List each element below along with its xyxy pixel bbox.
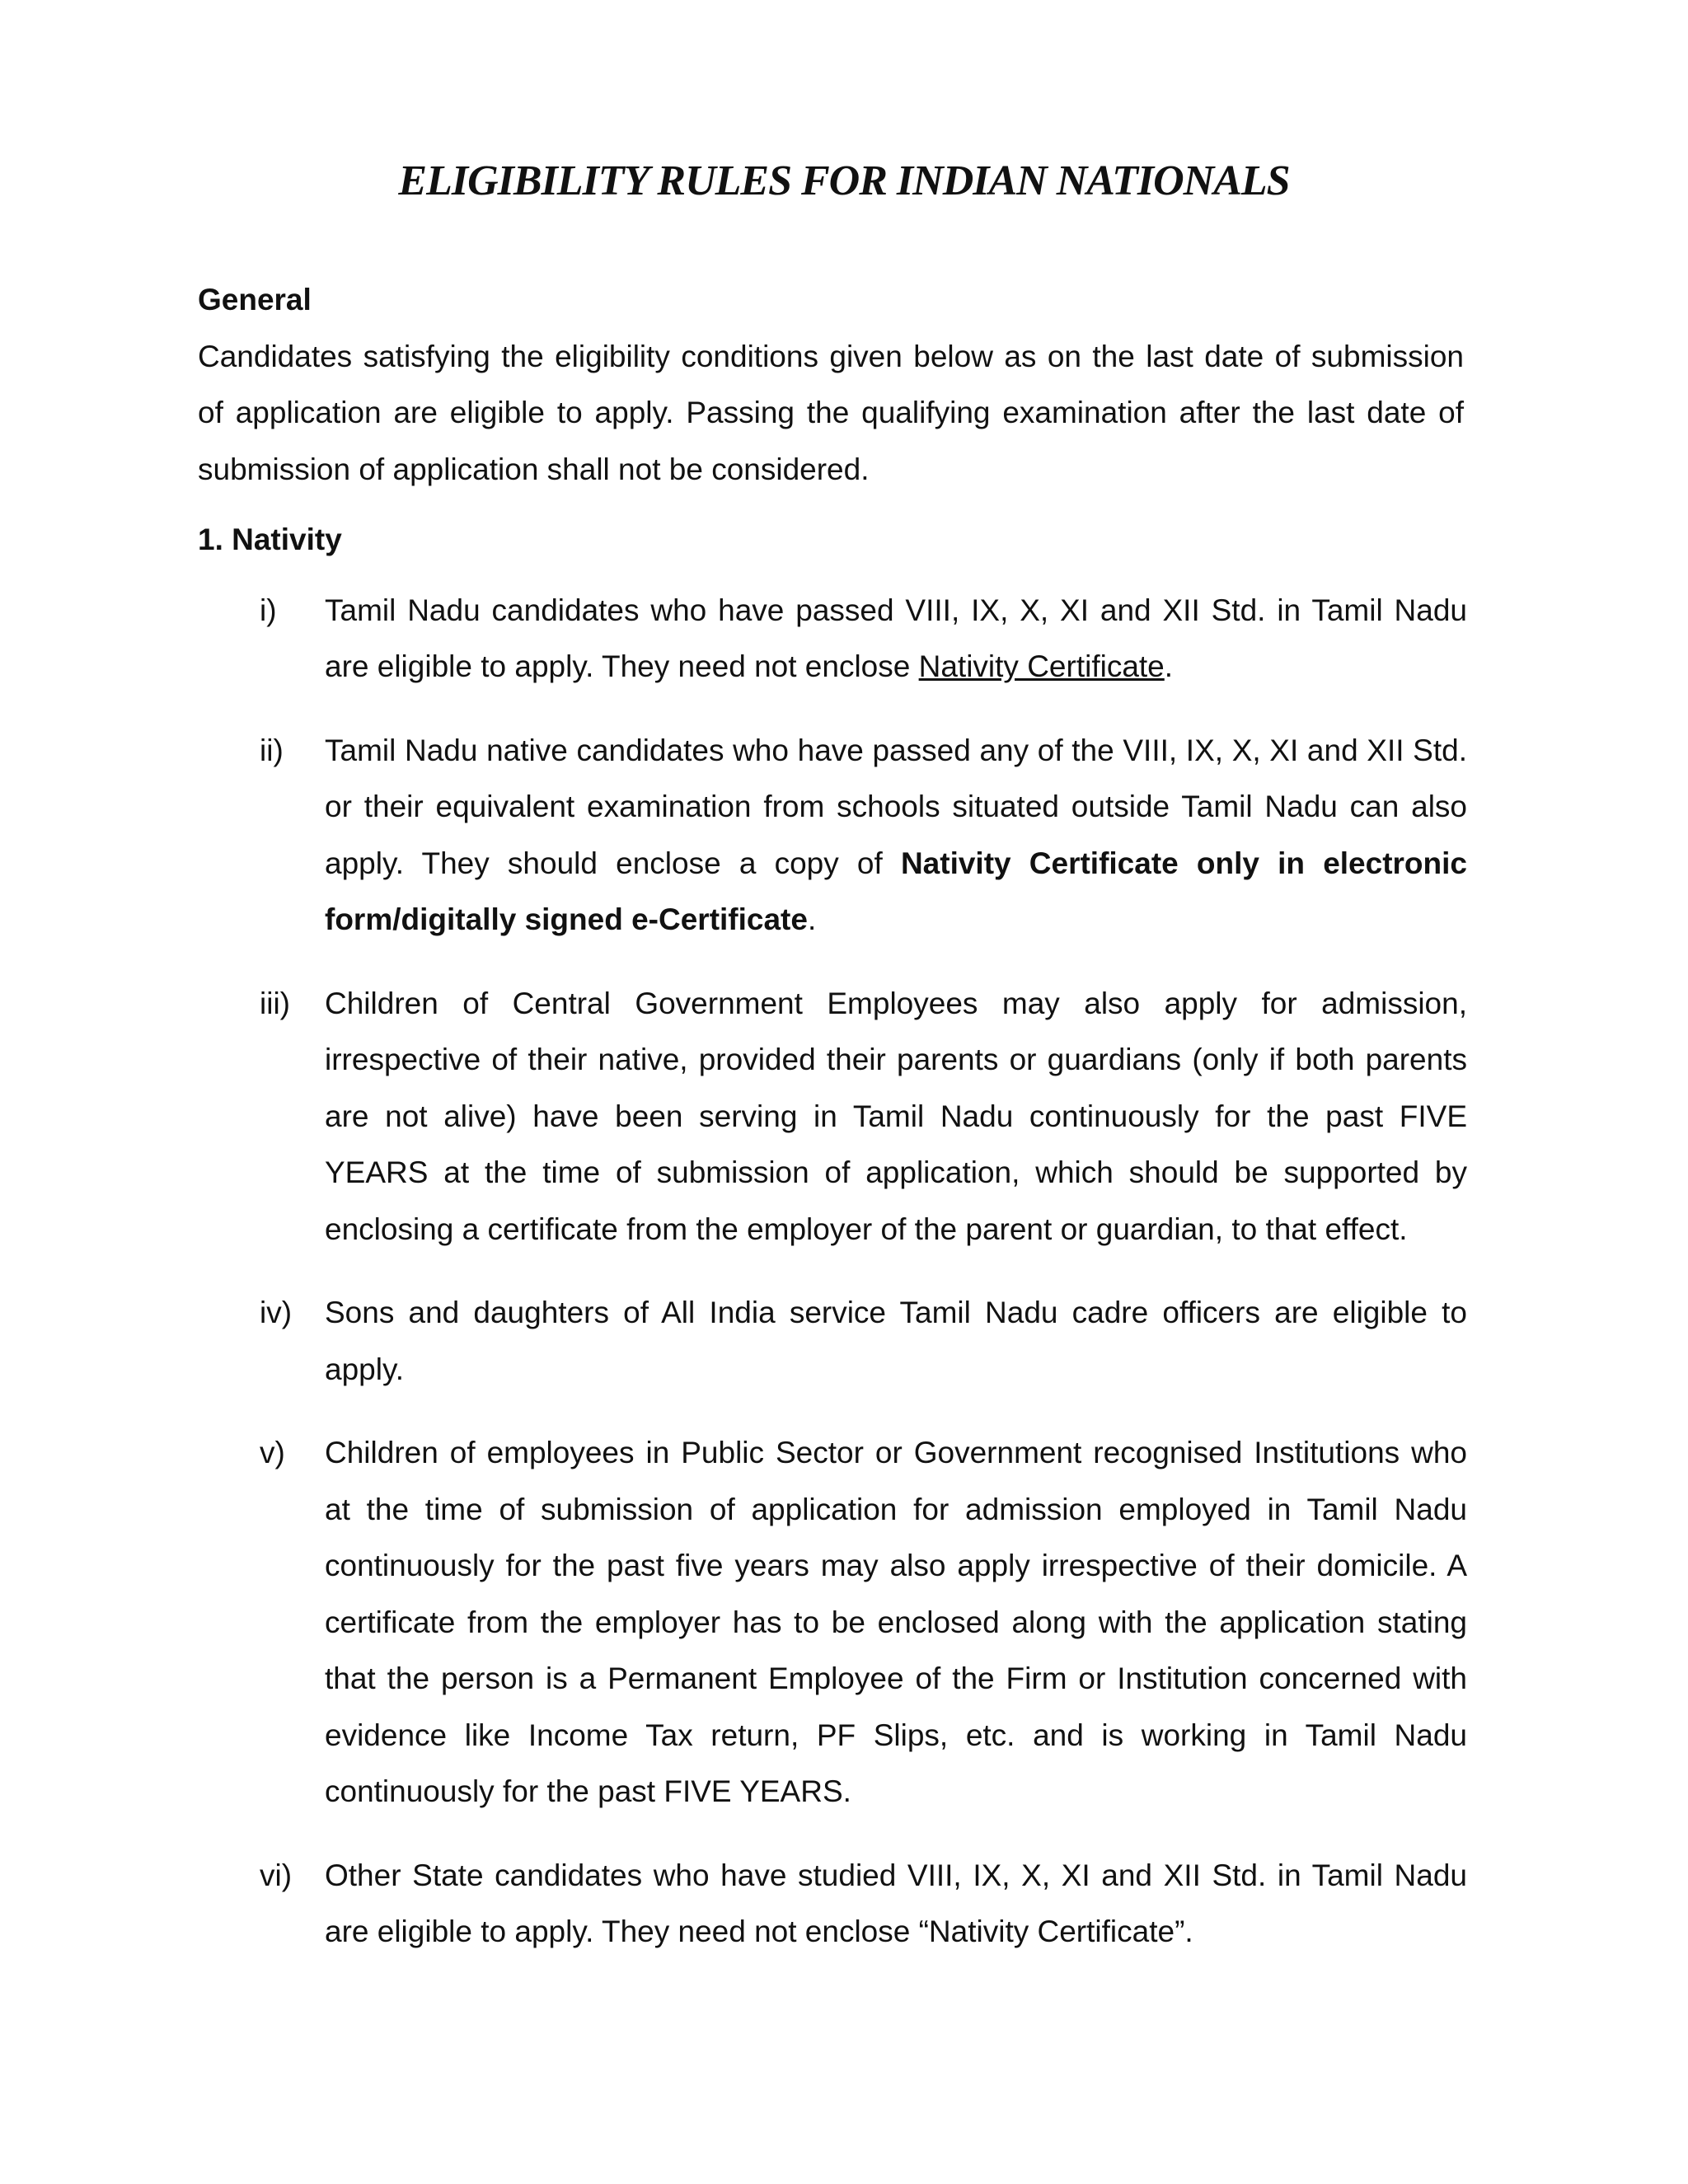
rule-text: Children of employees in Public Sector or Government recognised Institutions who at the time of submission of application for admission employed in Tamil Nadu continuously for the past five years may also apply irrespective of their domicile. A certificate from the employer has to be enclosed along with the application stating that the person is a Permanent Employee of the Firm or Institution concerned with evidence like Income Tax return, PF Slips, etc. and is working in Tamil Nadu continuously for the past FIVE YEARS. [325,1436,1467,1808]
rule-text: Tamil Nadu native candidates who have passed any of the VIII, IX, X, XI and XII Std. or their equivalent examination from schools situated outside Tamil Nadu can also apply. They should enclose a copy of [325,733,1467,880]
nativity-certificate-underlined: Nativity Certificate [918,649,1165,683]
rule-text-end: . [807,902,817,936]
rule-text: Sons and daughters of All India service Tamil Nadu cadre officers are eligible to apply. [325,1296,1467,1386]
general-paragraph: Candidates satisfying the eligibility conditions given below as on the last date of submission of application are eligible to apply. Passing the qualifying examination after the last date of submission of application shall not be considered. [198,339,1464,486]
e-certificate-requirement-bold: Nativity Certificate only in electronic form/digitally signed e-Certificate [325,846,1467,936]
rule-text: Children of Central Government Employees may also apply for admission, irrespective of their native, provided their parents or guardians (only if both parents are not alive) have been serving in Tamil Nadu continuously for the past FIVE YEARS at the time of submission of application, which should be supported by enclosing a certificate from the employer of the parent or guardian, to that effect. [325,986,1467,1246]
rule-marker: v) [260,1436,285,1469]
rule-marker: vi) [260,1858,293,1892]
rule-item-i [198,583,1467,696]
rule-marker: iii) [260,986,290,1020]
rule-marker: ii) [260,733,284,767]
document-body [198,272,1467,1988]
rule-text-end: . [1164,649,1174,683]
document-title: ELIGIBILITY RULES FOR INDIAN NATIONALS [398,157,1290,204]
general-heading: General [198,283,312,316]
rule-item-iv [198,1285,1467,1398]
nativity-heading: 1. Nativity [198,523,342,556]
rule-item-ii [198,723,1467,949]
rule-item-vi [198,1848,1467,1961]
rule-item-v [198,1425,1467,1821]
rule-text: Tamil Nadu candidates who have passed VIII, IX, X, XI and XII Std. in Tamil Nadu are eligible to apply. They need not enclose [325,593,1467,683]
rule-text: Other State candidates who have studied VIII, IX, X, XI and XII Std. in Tamil Nadu are eligible to apply. They need not enclose “Nativity Certificate”. [325,1858,1467,1948]
nativity-rules-list [198,583,1467,1961]
rule-marker: iv) [260,1296,293,1329]
rule-item-iii [198,976,1467,1258]
rule-marker: i) [260,593,277,627]
